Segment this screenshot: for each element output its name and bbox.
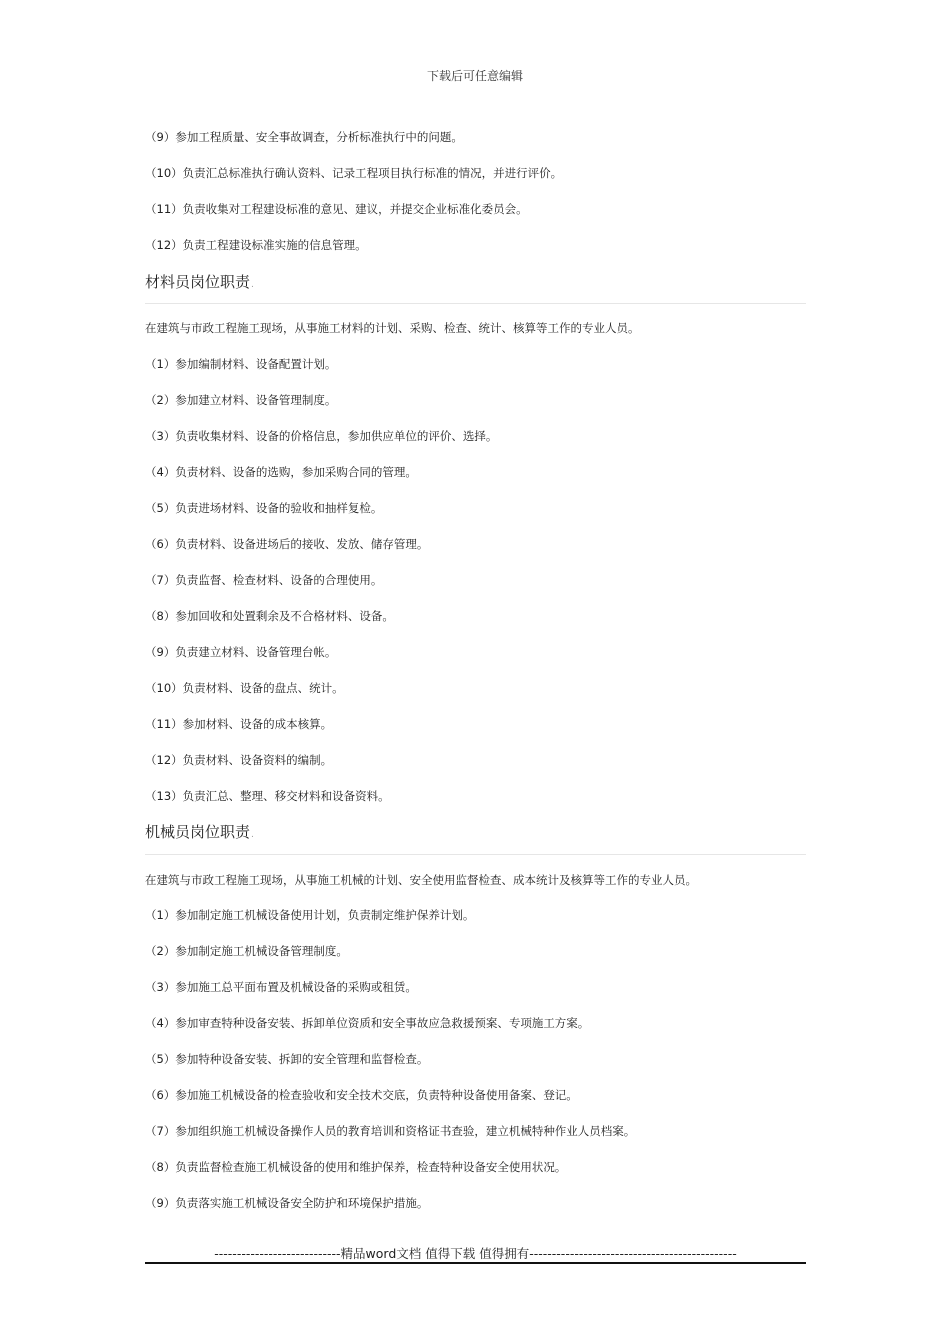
list-item: （2）参加建立材料、设备管理制度。: [145, 393, 337, 407]
list-item: （2）参加制定施工机械设备管理制度。: [145, 944, 348, 958]
list-item: （3）负责收集材料、设备的价格信息，参加供应单位的评价、选择。: [145, 429, 498, 443]
list-item: （8）参加回收和处置剩余及不合格材料、设备。: [145, 609, 394, 623]
list-item: （8）负责监督检查施工机械设备的使用和维护保养，检查特种设备安全使用状况。: [145, 1160, 567, 1174]
list-item: （6）参加施工机械设备的检查验收和安全技术交底，负责特种设备使用备案、登记。: [145, 1088, 578, 1102]
list-item: （5）负责进场材料、设备的验收和抽样复检。: [145, 501, 383, 515]
list-item: （4）参加审查特种设备安装、拆卸单位资质和安全事故应急救援预案、专项施工方案。: [145, 1016, 590, 1030]
divider: [145, 303, 806, 304]
section-intro: 在建筑与市政工程施工现场，从事施工材料的计划、采购、检查、统计、核算等工作的专业人员。: [145, 321, 640, 335]
heading-marker: .: [251, 830, 254, 840]
list-item: （4）负责材料、设备的选购，参加采购合同的管理。: [145, 465, 417, 479]
list-item: （12）负责材料、设备资料的编制。: [145, 753, 333, 767]
list-item: （1）参加制定施工机械设备使用计划，负责制定维护保养计划。: [145, 908, 475, 922]
section-title: 材料员岗位职责: [145, 273, 251, 291]
section-title: 机械员岗位职责: [145, 823, 251, 841]
list-item: （9）负责建立材料、设备管理台帐。: [145, 645, 337, 659]
list-item: （9）参加工程质量、安全事故调查，分析标准执行中的问题。: [145, 130, 463, 144]
section-intro: 在建筑与市政工程施工现场，从事施工机械的计划、安全使用监督检查、成本统计及核算等工作的专业人员。: [145, 873, 697, 887]
page-footer: ----------------------------精品word文档 值得下载 值得拥有----------------------------------------------: [214, 1246, 737, 1261]
list-item: （7）参加组织施工机械设备操作人员的教育培训和资格证书查验，建立机械特种作业人员档案。: [145, 1124, 636, 1138]
list-item: （11）负责收集对工程建设标准的意见、建议，并提交企业标准化委员会。: [145, 202, 528, 216]
list-item: （10）负责材料、设备的盘点、统计。: [145, 681, 344, 695]
heading-marker: .: [251, 280, 254, 290]
list-item: （11）参加材料、设备的成本核算。: [145, 717, 333, 731]
section-heading-machinery: [145, 821, 254, 846]
list-item: （7）负责监督、检查材料、设备的合理使用。: [145, 573, 383, 587]
list-item: （13）负责汇总、整理、移交材料和设备资料。: [145, 789, 390, 803]
list-item: （3）参加施工总平面布置及机械设备的采购或租赁。: [145, 980, 417, 994]
list-item: （1）参加编制材料、设备配置计划。: [145, 357, 337, 371]
page-header: 下载后可任意编辑: [426, 69, 523, 83]
divider: [145, 854, 806, 855]
list-item: （6）负责材料、设备进场后的接收、发放、储存管理。: [145, 537, 429, 551]
section-heading-materials: [145, 271, 254, 296]
list-item: （10）负责汇总标准执行确认资料、记录工程项目执行标准的情况，并进行评价。: [145, 166, 563, 180]
footer-rule: [145, 1262, 806, 1264]
list-item: （12）负责工程建设标准实施的信息管理。: [145, 238, 367, 252]
list-item: （9）负责落实施工机械设备安全防护和环境保护措施。: [145, 1196, 429, 1210]
list-item: （5）参加特种设备安装、拆卸的安全管理和监督检查。: [145, 1052, 429, 1066]
